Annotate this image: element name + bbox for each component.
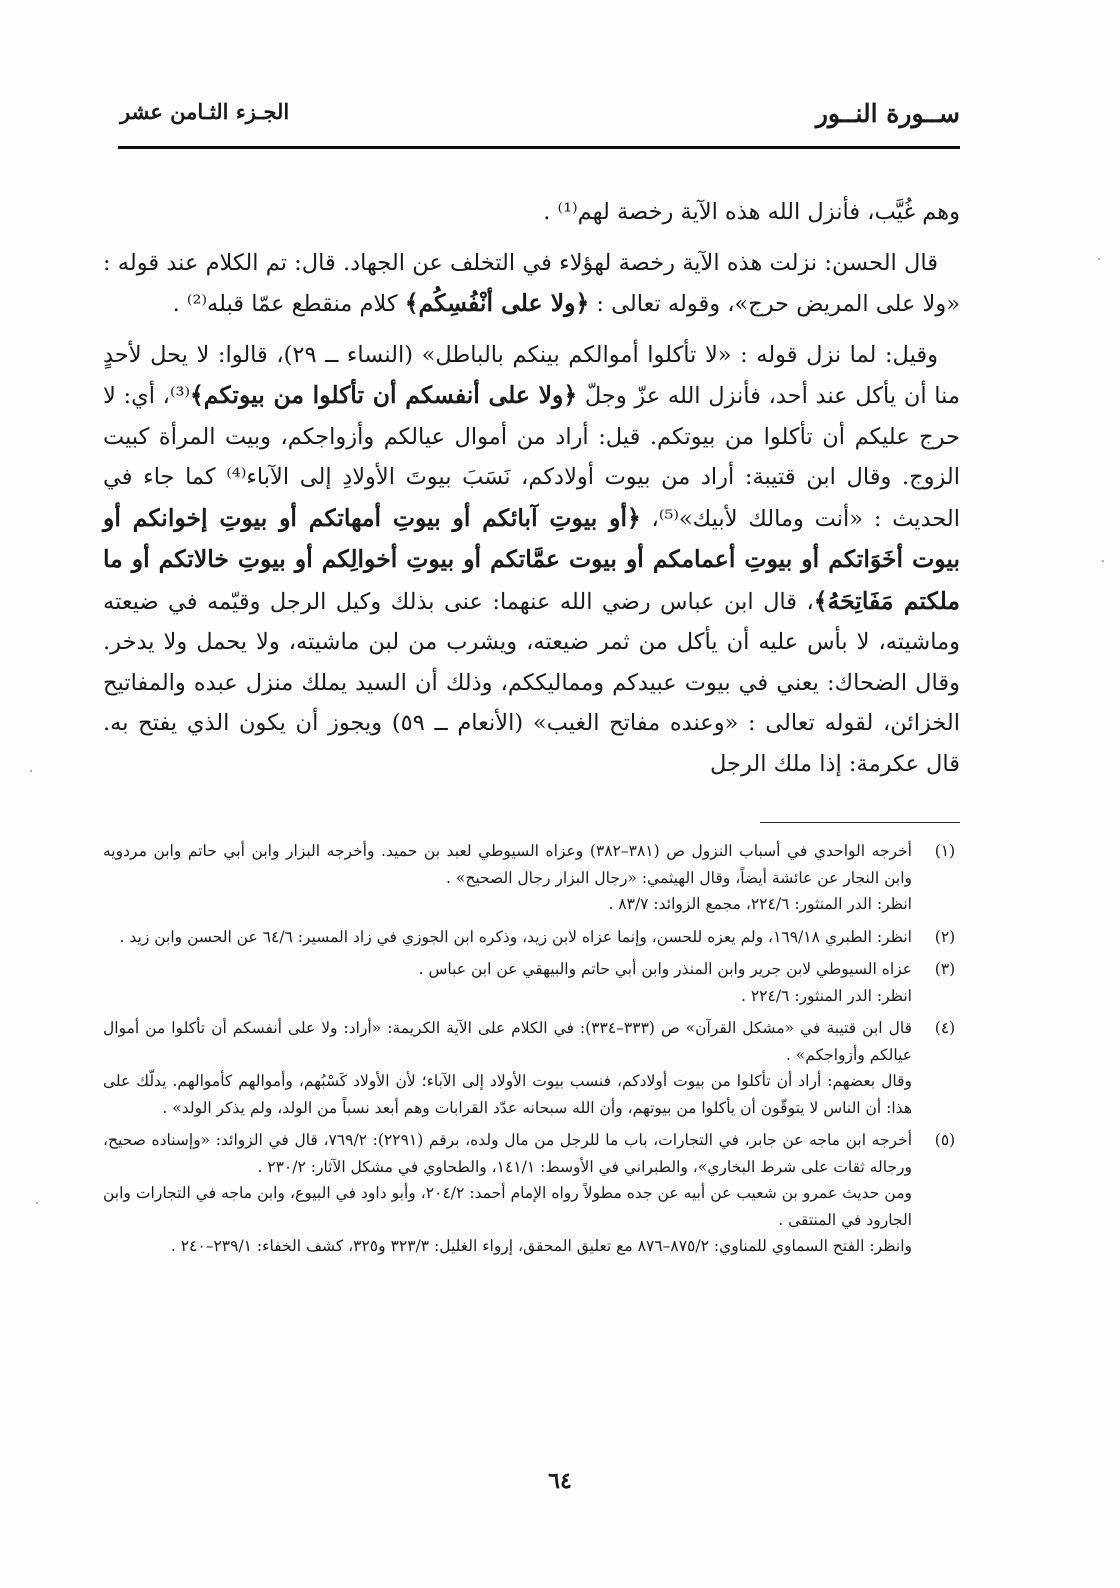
- footnotes: [103, 838, 970, 1266]
- footnote-line: ومن حديث عمرو بن شعيب عن أبيه عن جده مطولاً رواه الإمام أحمد: ٢٠٤/٢، وأبو داود في البيوع، وابن ماجه في التجارات وابن الجارود في المنتقى .: [103, 1184, 913, 1229]
- footnote-number: (١): [934, 842, 956, 860]
- surah-title: ســورة النــور: [815, 99, 960, 128]
- footnote-line: وقال بعضهم: أراد أن تأكلوا من بيوت أولادكم، فنسب بيوت الأولاد إلى الآباء؛ لأن الأولاد كَسْبُهم، وأموالهم كأموالهم. يدلّك على هذا: أن الناس لا يتوقّون أن يأكلوا من بيوتهم، وأن الله سبحانه عدّد القرابات وهم أبعد نسباً من الولد، ولم يذكر الولد» .: [103, 1072, 912, 1117]
- footnote-line: قال ابن قتيبة في «مشكل القرآن» ص (٣٣٣–٣٣٤): في الكلام على الآية الكريمة: «أراد: ولا على أنفسكم أن تأكلوا من أموال عيالكم وأزواجكم» .: [103, 1019, 912, 1064]
- quran-verse: ﴿ولا على أنْفُسِكُم﴾: [404, 289, 590, 317]
- footnote-number: (٣): [934, 960, 956, 978]
- footnote-1: [103, 838, 970, 918]
- paragraph-2-text-a: قال الحسن: نزلت هذه الآية رخصة لهؤلاء في التخلف عن الجهاد. قال: تم الكلام عند قوله : «ولا على المريض حرج»، وقوله تعالى :: [103, 249, 960, 317]
- scan-speck: [36, 1202, 38, 1204]
- quran-verse: ﴿أو بيوتِ آبائكم أو بيوتِ أمهاتكم أو بيوتِ إخوانكم أو بيوت أخَوَاتكم أو بيوتِ أعمامكم أو بيوت عمَّاتكم أو بيوتِ أخوالِكم أو بيوتِ خالاتكم أو ما ملكتم مَفَاتِحَهُ﴾: [103, 503, 960, 615]
- footnote-line: انظر: الطبري ١٦٩/١٨، ولم يعزه للحسن، وإنما عزاه لابن زيد، وذكره ابن الجوزي في زاد المسير: ٦٤/٦ عن الحسن وابن زيد .: [119, 927, 912, 946]
- scan-speck: [30, 770, 32, 772]
- paragraph-1-text: وهم غُيَّب، فأنزل الله هذه الآية رخصة لهم⁽¹⁾ .: [543, 199, 960, 225]
- juz-title: الجـزء الثـامن عشر: [120, 99, 290, 124]
- footnote-line: وانظر: الفتح السماوي للمناوي: ٨٧٥/٢–٨٧٦ مع تعليق المحقق، إرواء الغليل: ٣٢٣/٣ و٣٢٥، كشف الخفاء: ٢٣٩/١–٢٤٠ .: [170, 1237, 912, 1255]
- footnote-number: (٢): [934, 927, 956, 946]
- footnote-number: (٥): [934, 1131, 956, 1149]
- footnote-line: عزاه السيوطي لابن جرير وابن المنذر وابن أبي حاتم والبيهقي عن ابن عباس .: [418, 960, 912, 978]
- paragraph-2: [103, 243, 960, 325]
- page-number: ٦٤: [548, 1468, 572, 1494]
- paragraph-3: [103, 335, 960, 785]
- footnote-divider: [760, 822, 960, 823]
- footnote-line: انظر: الدر المنثور: ٢٢٤/٦ .: [741, 986, 912, 1005]
- paragraph-3-text-c: ، قال ابن عباس رضي الله عنهما: عنى بذلك وكيل الرجل وقيّمه في ضيعته وماشيته، لا بأس عليه أن يأكل من ثمر ضيعته، ويشرب من لبن ماشيته، ولا يحمل ولا يدخر. وقال الضحاك: يعني في بيوت عبيدكم ومماليككم، وذلك أن السيد يملك منزل عبده والمفاتيح الخزائن، لقوله تعالى : «وعنده مفاتح الغيب» (الأنعام ــ ٥٩) ويجوز أن يكون الذي يفتح به. قال عكرمة: إذا ملك الرجل: [103, 588, 960, 777]
- running-header: [118, 95, 960, 135]
- footnote-number: (٤): [934, 1019, 956, 1037]
- footnote-line: انظر: الدر المنثور: ٢٢٤/٦، مجمع الزوائد: ٨٣/٧ .: [608, 895, 912, 913]
- main-text: [103, 192, 960, 794]
- footnote-line: أخرجه ابن ماجه عن جابر، في التجارات، باب ما للرجل من مال ولده، برقم (٢٢٩١): ٧٦٩/٢، قال في الزوائد: «وإسناده صحيح، ورجاله ثقات على شرط البخاري»، والطبراني في الأوسط: ١٤١/١، والطحاوي في مشكل الآثار: ٢٣٠/٢ .: [103, 1131, 913, 1176]
- footnote-line: أخرجه الواحدي في أسباب النزول ص (٣٨١–٣٨٢) وعزاه السيوطي لعبد بن حميد. وأخرجه البزار وابن أبي حاتم وابن مردويه وابن النجار عن عائشة أيضاً، وقال الهيثمي: «رجال البزار رجال الصحيح» .: [103, 842, 912, 887]
- footnote-5: [103, 1127, 970, 1260]
- paragraph-1: [103, 192, 960, 233]
- footnote-3: [103, 956, 970, 1009]
- paragraph-3-text-b: ⁽³⁾، أي: لا حرج عليكم أن تأكلوا من بيوتكم. قيل: أراد من أموال عيالكم وأزواجكم، وبيت المرأة كبيت الزوج. وقال ابن قتيبة: أراد من بيوت أولادكم، نَسَبَ بيوتَ الأولادِ إلى الآباء⁽⁴⁾ كما جاء في الحديث : «أنت ومالك لأبيك»⁽⁵⁾،: [103, 383, 960, 532]
- scan-speck: [1102, 560, 1104, 562]
- paragraph-3-text-a: وقيل: لما نزل قوله : «لا تأكلوا أموالكم بينكم بالباطل» (النساء ــ ٢٩)، قالوا: لا يحل لأحدٍ منا أن يأكل عند أحد، فأنزل الله عزّ وجلّ: [103, 341, 960, 409]
- paragraph-2-text-b: كلام منقطع عمّا قبله⁽²⁾ .: [172, 291, 405, 317]
- footnote-4: [103, 1015, 970, 1121]
- header-divider: [118, 146, 960, 149]
- quran-verse: ﴿ولا على أنفسكم أن تأكلوا من بيوتكم﴾: [190, 381, 578, 409]
- scan-speck: [1098, 258, 1100, 260]
- footnote-2: [103, 924, 970, 951]
